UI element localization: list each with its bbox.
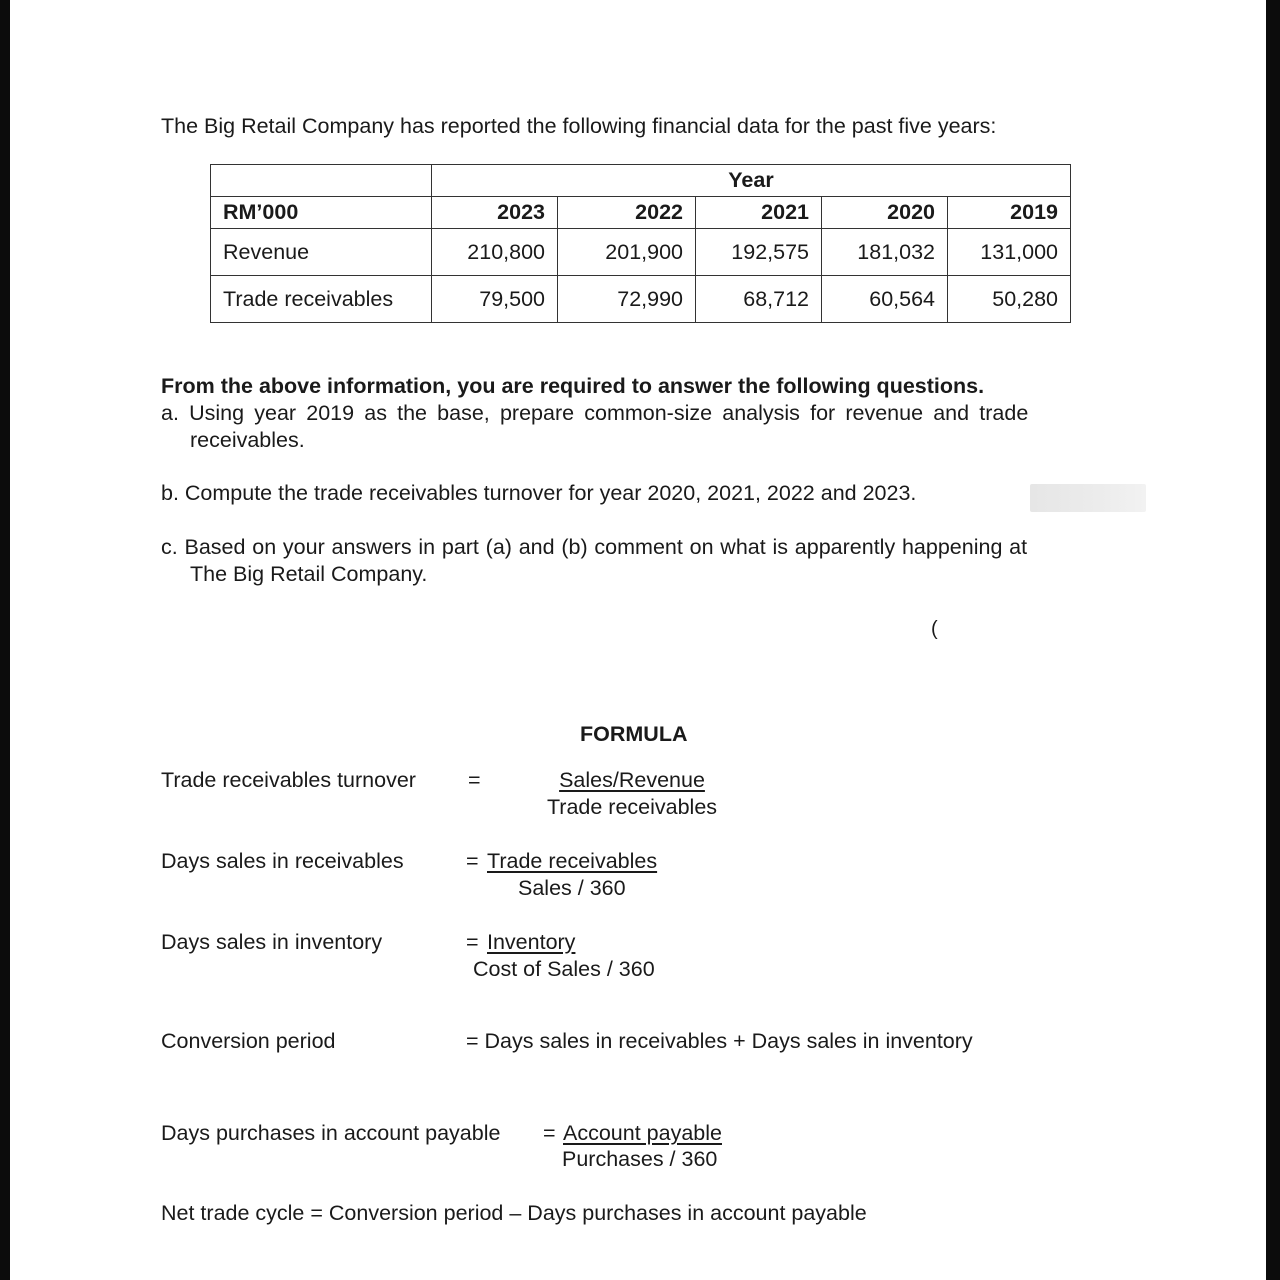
dsi-denominator: Cost of Sales / 360 bbox=[473, 957, 655, 981]
redacted-area bbox=[1030, 484, 1146, 512]
table-corner-cell bbox=[211, 165, 432, 197]
dsi-label: Days sales in inventory bbox=[161, 930, 383, 954]
table-cell: 201,900 bbox=[558, 229, 696, 276]
turnover-label: Trade receivables turnover bbox=[161, 768, 416, 792]
left-dark-border bbox=[0, 0, 10, 1280]
right-dark-border bbox=[1266, 0, 1280, 1280]
unit-label: RM’000 bbox=[211, 197, 432, 229]
table-cell: 68,712 bbox=[696, 276, 822, 323]
dpap-label: Days purchases in account payable bbox=[161, 1121, 501, 1145]
net-trade-cycle: Net trade cycle = Conversion period – Days purchases in account payable bbox=[161, 1201, 867, 1225]
table-cell: 192,575 bbox=[696, 229, 822, 276]
turnover-numerator bbox=[532, 767, 732, 794]
row-label: Trade receivables bbox=[211, 276, 432, 323]
dsr-numerator: Trade receivables bbox=[487, 849, 658, 873]
dsr-denominator: Sales / 360 bbox=[518, 876, 626, 900]
dsr-equals: = bbox=[466, 849, 479, 873]
row-label: Revenue bbox=[211, 229, 432, 276]
question-a-line2: receivables. bbox=[190, 428, 305, 452]
table-cell: 50,280 bbox=[948, 276, 1071, 323]
question-b: b. Compute the trade receivables turnover for year 2020, 2021, 2022 and 2023. bbox=[161, 481, 917, 505]
stray-mark: ( bbox=[931, 618, 938, 640]
dsr-label: Days sales in receivables bbox=[161, 849, 404, 873]
conversion-label: Conversion period bbox=[161, 1029, 336, 1053]
table-year-row bbox=[211, 165, 1071, 197]
table-cell: 72,990 bbox=[558, 276, 696, 323]
table-cell: 60,564 bbox=[822, 276, 948, 323]
table-cell: 181,032 bbox=[822, 229, 948, 276]
dpap-numerator: Account payable bbox=[563, 1121, 722, 1145]
question-c-line1: c. Based on your answers in part (a) and (b) comment on what is apparently happening at bbox=[161, 535, 1028, 559]
question-a-line1: a. Using year 2019 as the base, prepare common-size analysis for revenue and trade bbox=[161, 401, 1029, 425]
year-col-2020: 2020 bbox=[822, 197, 948, 229]
table-row bbox=[211, 229, 1071, 276]
table-cell: 79,500 bbox=[432, 276, 558, 323]
table-row bbox=[211, 276, 1071, 323]
financial-data-table bbox=[210, 164, 1071, 323]
year-col-2022: 2022 bbox=[558, 197, 696, 229]
table-cell: 210,800 bbox=[432, 229, 558, 276]
turnover-denominator: Trade receivables bbox=[546, 795, 718, 819]
dpap-denominator: Purchases / 360 bbox=[562, 1147, 718, 1171]
table-header-row bbox=[211, 197, 1071, 229]
conversion-expression: = Days sales in receivables + Days sales in inventory bbox=[466, 1029, 973, 1053]
year-col-2019: 2019 bbox=[948, 197, 1071, 229]
dsi-numerator: Inventory bbox=[487, 930, 576, 954]
year-col-2023: 2023 bbox=[432, 197, 558, 229]
table-cell: 131,000 bbox=[948, 229, 1071, 276]
questions-heading: From the above information, you are required to answer the following questions. bbox=[161, 374, 985, 398]
dpap-equals: = bbox=[543, 1121, 556, 1145]
year-col-2021: 2021 bbox=[696, 197, 822, 229]
formula-heading: FORMULA bbox=[580, 722, 688, 746]
question-c-line2: The Big Retail Company. bbox=[190, 562, 428, 586]
year-header: Year bbox=[432, 165, 1071, 197]
dsi-equals: = bbox=[466, 930, 479, 954]
intro-text: The Big Retail Company has reported the following financial data for the past five years: bbox=[161, 114, 997, 138]
turnover-numerator-text: Sales/Revenue bbox=[559, 768, 705, 792]
turnover-equals: = bbox=[468, 768, 481, 792]
